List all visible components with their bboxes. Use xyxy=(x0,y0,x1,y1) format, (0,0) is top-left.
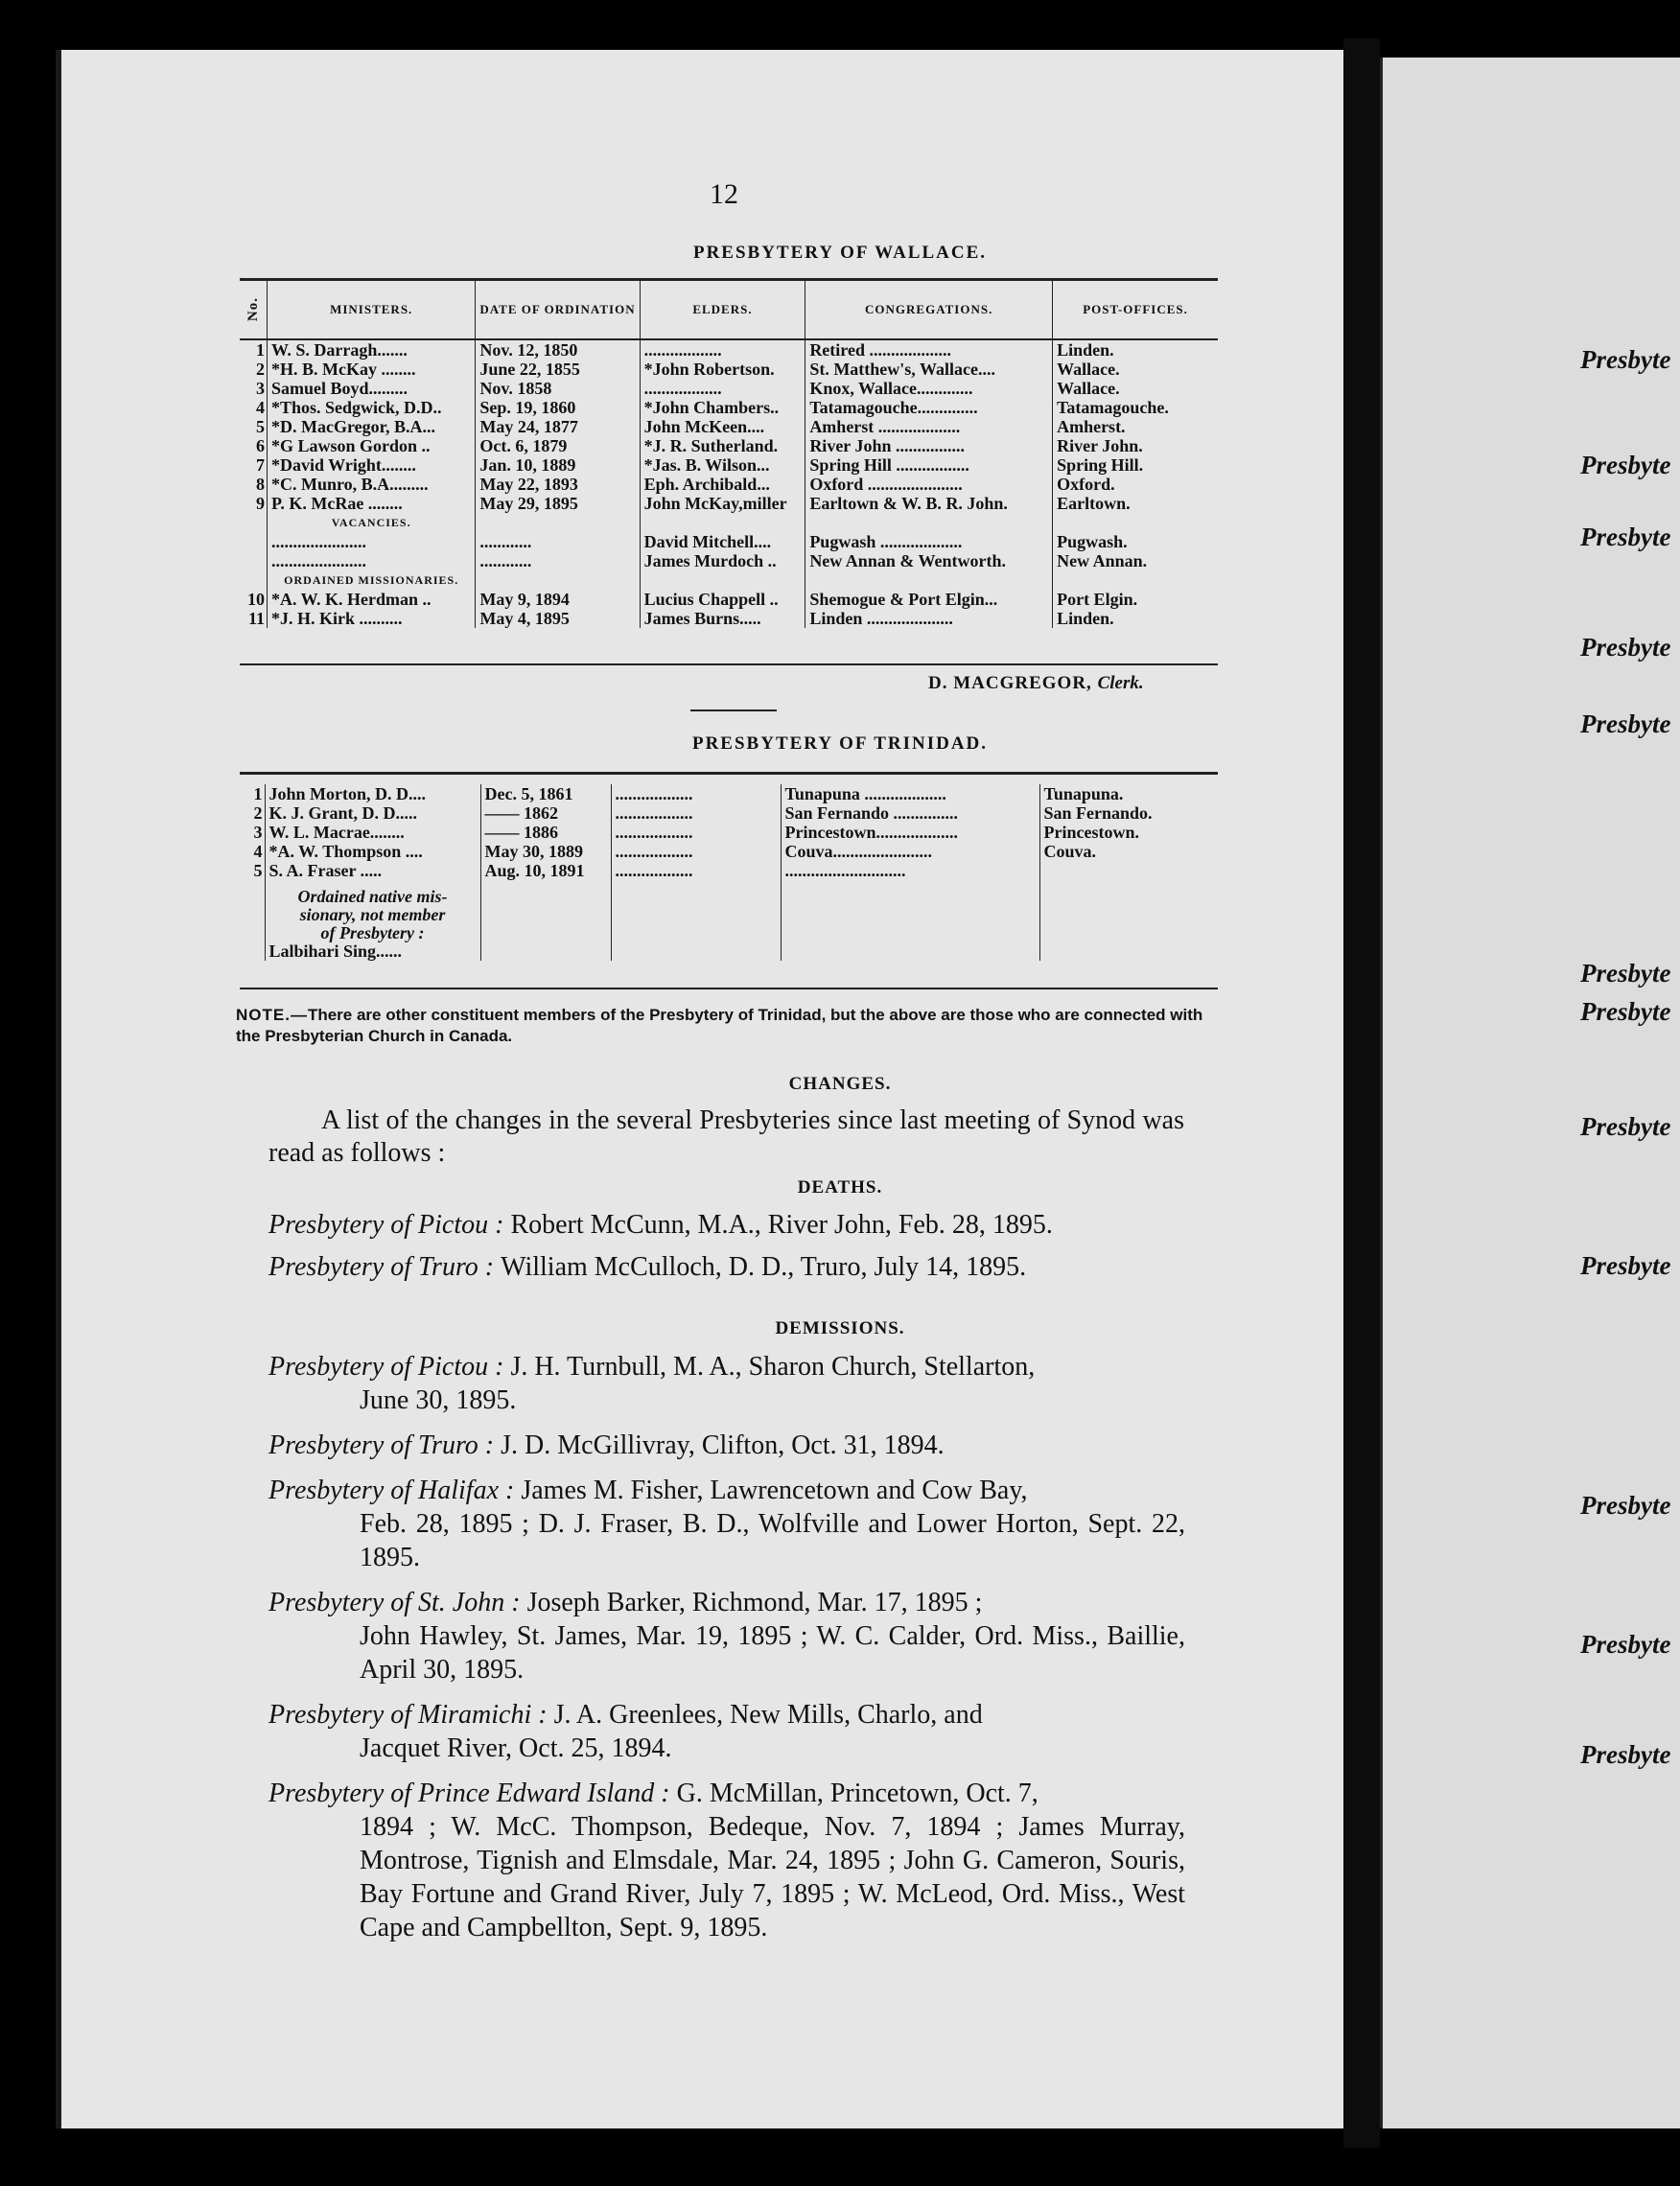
cell-congregation: Linden .................... xyxy=(805,609,1053,628)
cell-no: 8 xyxy=(256,475,265,494)
cell-congregation: Princestown................... xyxy=(781,823,1039,842)
entry-text: J. D. McGillivray, Clifton, Oct. 31, 1894. xyxy=(501,1430,945,1460)
header-date: DATE OF ORDINATION xyxy=(476,281,640,339)
cell-elder: *Jas. B. Wilson... xyxy=(640,455,805,475)
table-row xyxy=(240,360,1218,379)
native-note-line: sionary, not member xyxy=(299,905,446,924)
cell-empty xyxy=(1039,880,1218,961)
cell-empty xyxy=(805,513,1053,532)
ordained-row xyxy=(240,590,1218,609)
cell-no: 3 xyxy=(253,823,263,842)
cell-elder: .................. xyxy=(611,803,781,823)
cell-no: 1 xyxy=(256,340,265,360)
cell-empty xyxy=(640,513,805,532)
table-row xyxy=(240,475,1218,494)
demission-entry xyxy=(268,1474,1185,1574)
cell-date: May 30, 1889 xyxy=(480,842,611,861)
entry-continuation: 1894 ; W. McC. Thompson, Bedeque, Nov. 7, 1894 ; James Murray, Montrose, Tignish and Elmsdale, Mar. 24, 1895 ; John G. Cameron, Souris, Bay Fortune and Grand River, July 7, 1895 ; W. McLeod, Ord. Miss., West Cape and Campbellton, Sept. 9, 1895. xyxy=(360,1812,1185,1942)
table-row xyxy=(240,379,1218,398)
cell-elder: James Burns..... xyxy=(640,609,805,628)
cell-elder: .................. xyxy=(611,861,781,880)
presbytery-name: Presbytery of Pictou : xyxy=(268,1210,511,1240)
entry-text: Robert McCunn, M.A., River John, Feb. 28, 1895. xyxy=(510,1210,1053,1240)
cell-congregation: Tunapuna ................... xyxy=(781,784,1039,803)
cell-elder: John McKeen.... xyxy=(640,417,805,436)
cell-no: 2 xyxy=(253,803,263,823)
cell-minister: John Morton, D. D.... xyxy=(265,784,480,803)
cell-congregation: Knox, Wallace............. xyxy=(805,379,1053,398)
cell-elder: .................. xyxy=(611,784,781,803)
ordained-subhead-label: ORDAINED MISSIONARIES. xyxy=(268,570,476,590)
trinidad-bottom-rule xyxy=(240,988,1218,989)
cell-no: 7 xyxy=(256,455,265,475)
cell-no xyxy=(240,551,268,570)
right-page-fragment: Presbyte xyxy=(1580,345,1671,374)
cell-elder: Eph. Archibald... xyxy=(640,475,805,494)
right-page-fragment: Presbyte xyxy=(1580,1491,1671,1520)
table-row xyxy=(240,436,1218,455)
cell-elder: .................. xyxy=(640,339,805,360)
cell-elder: *J. R. Sutherland. xyxy=(640,436,805,455)
cell-elder: James Murdoch .. xyxy=(640,551,805,570)
cell-post-office: Pugwash. xyxy=(1053,532,1218,551)
cell-elder: *John Chambers.. xyxy=(640,398,805,417)
cell-empty xyxy=(1053,513,1218,532)
right-page-fragment: Presbyte xyxy=(1580,709,1671,738)
cell-congregation: Spring Hill ................. xyxy=(805,455,1053,475)
cell-post-office: Port Elgin. xyxy=(1053,590,1218,609)
native-note-line: Ordained native mis- xyxy=(297,887,448,906)
cell-empty xyxy=(640,570,805,590)
cell-date: May 24, 1877 xyxy=(476,417,640,436)
cell-post-office: River John. xyxy=(1053,436,1218,455)
cell-minister: ...................... xyxy=(268,551,476,570)
entry-text: J. A. Greenlees, New Mills, Charlo, and xyxy=(553,1700,983,1730)
entry-continuation: Feb. 28, 1895 ; D. J. Fraser, B. D., Wolfville and Lower Horton, Sept. 22, 1895. xyxy=(360,1509,1185,1572)
right-page-fragment: Presbyte xyxy=(1580,959,1671,988)
cell-post-office: Wallace. xyxy=(1053,360,1218,379)
cell-minister: K. J. Grant, D. D..... xyxy=(265,803,480,823)
cell-minister: *A. W. K. Herdman .. xyxy=(268,590,476,609)
cell-congregation: Retired ................... xyxy=(805,339,1053,360)
right-page-fragment: Presbyte xyxy=(1580,1112,1671,1141)
right-page-fragment: Presbyte xyxy=(1580,1740,1671,1769)
native-missionary-row xyxy=(240,880,1218,961)
wallace-title: PRESBYTERY OF WALLACE. xyxy=(692,243,988,263)
cell-elder: .................. xyxy=(640,379,805,398)
cell-elder: John McKay,miller xyxy=(640,494,805,513)
cell-empty xyxy=(805,570,1053,590)
cell-no xyxy=(240,532,268,551)
presbytery-name: Presbytery of Prince Edward Island : xyxy=(268,1779,677,1808)
demission-entry xyxy=(268,1777,1185,1944)
cell-empty xyxy=(476,513,640,532)
cell-no: 10 xyxy=(247,590,265,609)
cell-minister: *G Lawson Gordon .. xyxy=(268,436,476,455)
cell-post-office: Couva. xyxy=(1039,842,1218,861)
cell-date: June 22, 1855 xyxy=(476,360,640,379)
vacancy-row xyxy=(240,551,1218,570)
cell-date: Sep. 19, 1860 xyxy=(476,398,640,417)
cell-date: ............ xyxy=(476,532,640,551)
cell-minister: W. S. Darragh....... xyxy=(268,339,476,360)
cell-congregation: Earltown & W. B. R. John. xyxy=(805,494,1053,513)
clerk-signature: D. MACGREGOR, Clerk. xyxy=(928,673,1144,693)
demission-entry xyxy=(268,1698,1185,1765)
demission-entry xyxy=(268,1350,1185,1417)
cell-congregation: Amherst ................... xyxy=(805,417,1053,436)
cell-post-office: Earltown. xyxy=(1053,494,1218,513)
cell-no: 4 xyxy=(253,842,263,861)
header-congregations: CONGREGATIONS. xyxy=(805,281,1053,339)
vacancies-subhead xyxy=(240,513,1218,532)
right-page-fragment: Presbyte xyxy=(1580,997,1671,1026)
header-ministers: MINISTERS. xyxy=(268,281,476,339)
demission-entry xyxy=(268,1586,1185,1686)
cell-no: 5 xyxy=(256,417,265,436)
cell-elder: .................. xyxy=(611,842,781,861)
cell-elder: Lucius Chappell .. xyxy=(640,590,805,609)
cell-no xyxy=(240,880,265,961)
cell-no xyxy=(240,513,268,532)
trinidad-table xyxy=(240,784,1218,961)
cell-congregation: Shemogue & Port Elgin... xyxy=(805,590,1053,609)
entry-continuation: June 30, 1895. xyxy=(360,1385,517,1415)
table-row xyxy=(240,455,1218,475)
cell-congregation: Oxford ...................... xyxy=(805,475,1053,494)
right-page-fragment: Presbyte xyxy=(1580,633,1671,662)
cell-post-office: Amherst. xyxy=(1053,417,1218,436)
cell-post-office: Princestown. xyxy=(1039,823,1218,842)
cell-empty xyxy=(476,570,640,590)
presbytery-name: Presbytery of St. John : xyxy=(268,1588,527,1617)
native-missionary-note xyxy=(265,880,480,961)
cell-congregation: San Fernando ............... xyxy=(781,803,1039,823)
cell-minister: *David Wright........ xyxy=(268,455,476,475)
entry-text: Joseph Barker, Richmond, Mar. 17, 1895 ; xyxy=(526,1588,983,1617)
cell-date: Nov. 12, 1850 xyxy=(476,339,640,360)
death-entry xyxy=(268,1250,1185,1284)
cell-no: 2 xyxy=(256,360,265,379)
demission-entry xyxy=(268,1429,1185,1462)
cell-congregation: Couva....................... xyxy=(781,842,1039,861)
cell-no: 3 xyxy=(256,379,265,398)
cell-congregation: ............................ xyxy=(781,861,1039,880)
presbytery-name: Presbytery of Truro : xyxy=(268,1252,502,1282)
entry-continuation: John Hawley, St. James, Mar. 19, 1895 ; W. C. Calder, Ord. Miss., Baillie, April 30, 1895. xyxy=(360,1621,1185,1685)
cell-date: May 9, 1894 xyxy=(476,590,640,609)
table-row xyxy=(240,398,1218,417)
cell-elder: *John Robertson. xyxy=(640,360,805,379)
entry-text: G. McMillan, Princetown, Oct. 7, xyxy=(676,1779,1038,1808)
right-page-fragment: Presbyte xyxy=(1580,1630,1671,1659)
vacancies-subhead-label: VACANCIES. xyxy=(268,513,476,532)
cell-date: May 22, 1893 xyxy=(476,475,640,494)
trinidad-note: NOTE.—There are other constituent members of the Presbytery of Trinidad, but the above are those who are connected with the Presbyterian Church in Canada. xyxy=(236,1006,1203,1045)
deaths-heading: DEATHS. xyxy=(797,1177,883,1198)
cell-date: Aug. 10, 1891 xyxy=(480,861,611,880)
cell-empty xyxy=(1053,570,1218,590)
death-entry xyxy=(268,1208,1185,1242)
cell-date: —— 1886 xyxy=(480,823,611,842)
wallace-table xyxy=(240,281,1218,628)
cell-congregation: Tatamagouche.............. xyxy=(805,398,1053,417)
right-page-fragment: Presbyte xyxy=(1580,1251,1671,1280)
table-row xyxy=(240,842,1218,861)
table-row xyxy=(240,861,1218,880)
cell-no: 6 xyxy=(256,436,265,455)
cell-congregation: River John ................ xyxy=(805,436,1053,455)
table-row xyxy=(240,823,1218,842)
cell-date: Dec. 5, 1861 xyxy=(480,784,611,803)
cell-no: 11 xyxy=(247,609,265,628)
cell-minister: S. A. Fraser ..... xyxy=(265,861,480,880)
cell-date: Oct. 6, 1879 xyxy=(476,436,640,455)
presbytery-name: Presbytery of Truro : xyxy=(268,1430,502,1460)
table-bottom-rule xyxy=(240,663,1218,665)
cell-empty xyxy=(611,880,781,961)
cell-date: May 29, 1895 xyxy=(476,494,640,513)
cell-post-office: San Fernando. xyxy=(1039,803,1218,823)
cell-congregation: St. Matthew's, Wallace.... xyxy=(805,360,1053,379)
cell-minister: Samuel Boyd......... xyxy=(268,379,476,398)
entry-text: William McCulloch, D. D., Truro, July 14, 1895. xyxy=(501,1252,1027,1282)
cell-no: 1 xyxy=(253,784,263,803)
cell-post-office xyxy=(1039,861,1218,880)
ordained-row xyxy=(240,609,1218,628)
cell-minister: P. K. McRae ........ xyxy=(268,494,476,513)
cell-empty xyxy=(781,880,1039,961)
table-row xyxy=(240,417,1218,436)
cell-no: 9 xyxy=(256,494,265,513)
demissions-heading: DEMISSIONS. xyxy=(775,1318,905,1338)
cell-no: 4 xyxy=(256,398,265,417)
table-row xyxy=(240,339,1218,360)
cell-elder: .................. xyxy=(611,823,781,842)
table-row xyxy=(240,784,1218,803)
entry-continuation: Jacquet River, Oct. 25, 1894. xyxy=(360,1733,672,1763)
section-divider xyxy=(690,709,777,711)
cell-date: ............ xyxy=(476,551,640,570)
presbytery-name: Presbytery of Pictou : xyxy=(268,1352,511,1382)
cell-no xyxy=(240,570,268,590)
cell-date: —— 1862 xyxy=(480,803,611,823)
cell-minister: *H. B. McKay ........ xyxy=(268,360,476,379)
cell-minister: *C. Munro, B.A......... xyxy=(268,475,476,494)
cell-post-office: Tatamagouche. xyxy=(1053,398,1218,417)
header-elders: ELDERS. xyxy=(640,281,805,339)
page-number: 12 xyxy=(710,178,738,210)
cell-date: Jan. 10, 1889 xyxy=(476,455,640,475)
cell-minister: *D. MacGregor, B.A... xyxy=(268,417,476,436)
cell-empty xyxy=(480,880,611,961)
trinidad-top-rule xyxy=(240,772,1218,775)
presbytery-name: Presbytery of Halifax : xyxy=(268,1476,522,1505)
cell-minister: ...................... xyxy=(268,532,476,551)
entry-text: J. H. Turnbull, M. A., Sharon Church, Stellarton, xyxy=(510,1352,1036,1382)
cell-post-office: Oxford. xyxy=(1053,475,1218,494)
cell-post-office: Linden. xyxy=(1053,339,1218,360)
cell-post-office: Wallace. xyxy=(1053,379,1218,398)
cell-congregation: New Annan & Wentworth. xyxy=(805,551,1053,570)
cell-date: Nov. 1858 xyxy=(476,379,640,398)
native-note-line: of Presbytery : xyxy=(320,923,425,942)
changes-intro: A list of the changes in the several Presbyteries since last meeting of Synod was read as follows : xyxy=(268,1105,1184,1168)
cell-minister: *Thos. Sedgwick, D.D.. xyxy=(268,398,476,417)
cell-minister: *A. W. Thompson .... xyxy=(265,842,480,861)
cell-date: May 4, 1895 xyxy=(476,609,640,628)
vacancy-row xyxy=(240,532,1218,551)
changes-heading: CHANGES. xyxy=(788,1074,892,1094)
presbytery-name: Presbytery of Miramichi : xyxy=(268,1700,554,1730)
native-missionary-name: Lalbihari Sing...... xyxy=(268,942,403,961)
cell-no: 5 xyxy=(253,861,263,880)
cell-post-office: New Annan. xyxy=(1053,551,1218,570)
right-page-fragment: Presbyte xyxy=(1580,523,1671,551)
cell-post-office: Spring Hill. xyxy=(1053,455,1218,475)
trinidad-title: PRESBYTERY OF TRINIDAD. xyxy=(691,733,989,754)
right-page-fragment: Presbyte xyxy=(1580,451,1671,479)
header-no: No. xyxy=(240,281,268,339)
entry-text: James M. Fisher, Lawrencetown and Cow Bay, xyxy=(521,1476,1028,1505)
cell-post-office: Tunapuna. xyxy=(1039,784,1218,803)
cell-minister: *J. H. Kirk .......... xyxy=(268,609,476,628)
cell-congregation: Pugwash ................... xyxy=(805,532,1053,551)
ordained-subhead xyxy=(240,570,1218,590)
table-row xyxy=(240,494,1218,513)
cell-elder: David Mitchell.... xyxy=(640,532,805,551)
cell-minister: W. L. Macrae........ xyxy=(265,823,480,842)
header-post-offices: POST-OFFICES. xyxy=(1053,281,1218,339)
cell-post-office: Linden. xyxy=(1053,609,1218,628)
table-row xyxy=(240,803,1218,823)
